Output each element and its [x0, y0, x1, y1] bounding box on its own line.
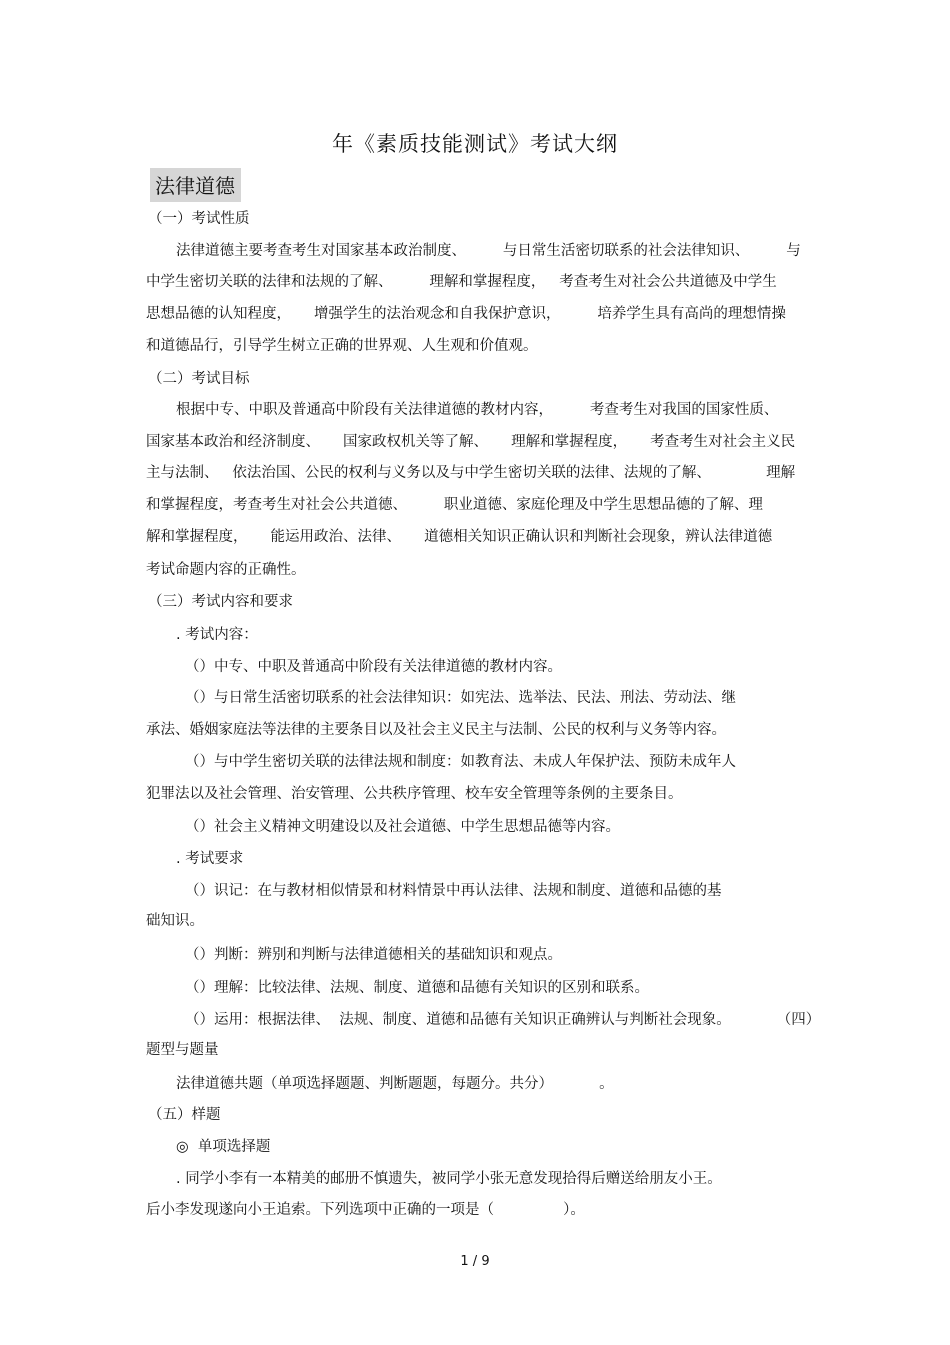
subheading-content: （三）考试内容和要求: [148, 594, 293, 610]
section-heading: 法律道德: [150, 168, 241, 202]
requirement-item: （）运用：根据法律、 法规、制度、道德和品德有关知识正确辨认与判断社会现象。 （四）: [185, 1012, 821, 1028]
sample-question: . 同学小李有一本精美的邮册不慎遗失，被同学小张无意发现拾得后赠送给朋友小王。: [176, 1171, 722, 1187]
paragraph-line: 中学生密切关联的法律和法规的了解、 理解和掌握程度， 考查考生对社会公共道德及中学生: [146, 274, 777, 290]
requirement-item: （）判断：辨别和判断与法律道德相关的基础知识和观点。: [185, 947, 562, 963]
paragraph-line: 思想品德的认知程度， 增强学生的法治观念和自我保护意识， 培养学生具有高尚的理想情操: [146, 306, 786, 322]
content-item: （）中专、中职及普通高中阶段有关法律道德的教材内容。: [185, 659, 562, 675]
paragraph-line: 法律道德主要考查考生对国家基本政治制度、 与日常生活密切联系的社会法律知识、 与: [176, 243, 801, 259]
paragraph-line: 国家基本政治和经济制度、 国家政权机关等了解、 理解和掌握程度， 考查考生对社会主义民: [146, 434, 796, 450]
paragraph-line: 考试命题内容的正确性。: [146, 562, 306, 578]
paragraph-line: 解和掌握程度， 能运用政治、法律、 道德相关知识正确认识和判断社会现象，辨认法律道德: [146, 529, 773, 545]
requirement-item: 础知识。: [146, 913, 204, 929]
requirement-item: （）识记：在与教材相似情景和材料情景中再认法律、法规和制度、道德和品德的基: [185, 883, 722, 899]
single-choice-label: ◎ 单项选择题: [176, 1139, 271, 1155]
question-count: 法律道德共题（单项选择题题、判断题题，每题分。共分） 。: [176, 1076, 614, 1092]
requirements-label: . 考试要求: [176, 851, 244, 867]
requirement-item: （）理解：比较法律、法规、制度、道德和品德有关知识的区别和联系。: [185, 980, 649, 996]
content-item: 承法、婚姻家庭法等法律的主要条目以及社会主义民主与法制、公民的权利与义务等内容。: [146, 722, 726, 738]
sample-question: 后小李发现遂向小王追索。下列选项中正确的一项是（ ）。: [146, 1202, 585, 1218]
requirement-item: 题型与题量: [146, 1042, 219, 1058]
paragraph-line: 和掌握程度，考查考生对社会公共道德、 职业道德、家庭伦理及中学生思想品德的了解、理: [146, 497, 763, 513]
subheading-samples: （五）样题: [148, 1107, 221, 1123]
page-number: 1 / 9: [460, 1254, 490, 1269]
content-item: （）社会主义精神文明建设以及社会道德、中学生思想品德等内容。: [185, 819, 620, 835]
subheading-nature: （一）考试性质: [148, 211, 250, 227]
content-item: 犯罪法以及社会管理、治安管理、公共秩序管理、校车安全管理等条例的主要条目。: [146, 786, 683, 802]
paragraph-line: 主与法制、 依法治国、公民的权利与义务以及与中学生密切关联的法律、法规的了解、 理解: [146, 465, 796, 481]
paragraph-line: 和道德品行，引导学生树立正确的世界观、人生观和价值观。: [146, 338, 538, 354]
content-item: （）与日常生活密切联系的社会法律知识：如宪法、选举法、民法、刑法、劳动法、继: [185, 690, 736, 706]
subheading-objectives: （二）考试目标: [148, 371, 250, 387]
content-item: （）与中学生密切关联的法律法规和制度：如教育法、未成人年保护法、预防未成年人: [185, 754, 736, 770]
document-title: 年《素质技能测试》考试大纲: [332, 132, 618, 156]
content-label: . 考试内容：: [176, 627, 258, 643]
paragraph-line: 根据中专、中职及普通高中阶段有关法律道德的教材内容， 考查考生对我国的国家性质、: [176, 402, 779, 418]
